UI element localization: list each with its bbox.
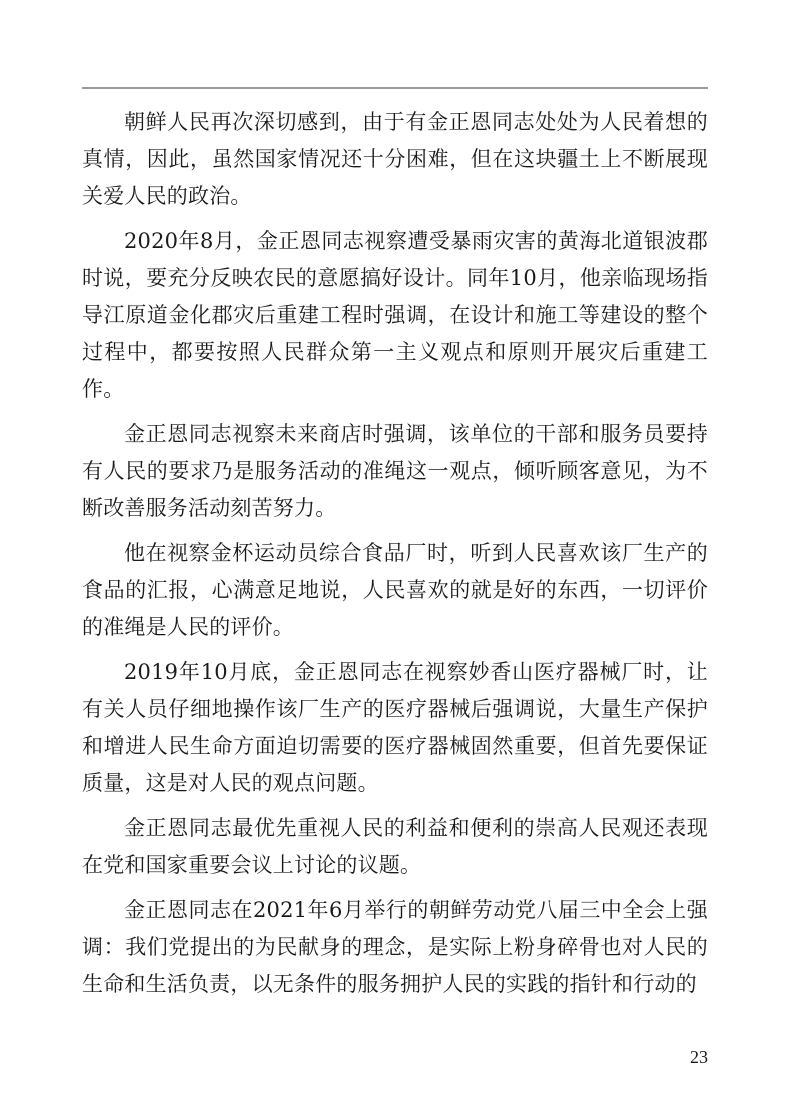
body-text: [82, 104, 708, 1011]
paragraph: 金正恩同志最优先重视人民的利益和便利的崇高人民观还表现在党和国家重要会议上讨论的议题。: [82, 816, 708, 877]
paragraph: 他在视察金杯运动员综合食品厂时，听到人民喜欢该厂生产的食品的汇报，心满意足地说，人民喜欢的就是好的东西，一切评价的准绳是人民的评价。: [82, 541, 708, 639]
page-number: 23: [690, 1047, 708, 1067]
paragraph: 朝鲜人民再次深切感到，由于有金正恩同志处处为人民着想的真情，因此，虽然国家情况还十分困难，但在这块疆土上不断展现关爱人民的政治。: [82, 110, 708, 208]
paragraph: 2019年10月底，金正恩同志在视察妙香山医疗器械厂时，让有关人员仔细地操作该厂生产的医疗器械后强调说，大量生产保护和增进人民生命方面迫切需要的医疗器械固然重要，但首先要保证质量，这是对人民的观点问题。: [82, 660, 708, 795]
paragraph: 2020年8月，金正恩同志视察遭受暴雨灾害的黄海北道银波郡时说，要充分反映农民的意愿搞好设计。同年10月，他亲临现场指导江原道金化郡灾后重建工程时强调，在设计和施工等建设的整个过程中，都要按照人民群众第一主义观点和原则开展灾后重建工作。: [82, 229, 708, 401]
paragraph: 金正恩同志在2021年6月举行的朝鲜劳动党八届三中全会上强调：我们党提出的为民献身的理念，是实际上粉身碎骨也对人民的生命和生活负责，以无条件的服务拥护人民的实践的指针和行动的: [82, 898, 708, 996]
header-rule: [82, 87, 708, 89]
paragraph: 金正恩同志视察未来商店时强调，该单位的干部和服务员要持有人民的要求乃是服务活动的准绳这一观点，倾听顾客意见，为不断改善服务活动刻苦努力。: [82, 422, 708, 520]
